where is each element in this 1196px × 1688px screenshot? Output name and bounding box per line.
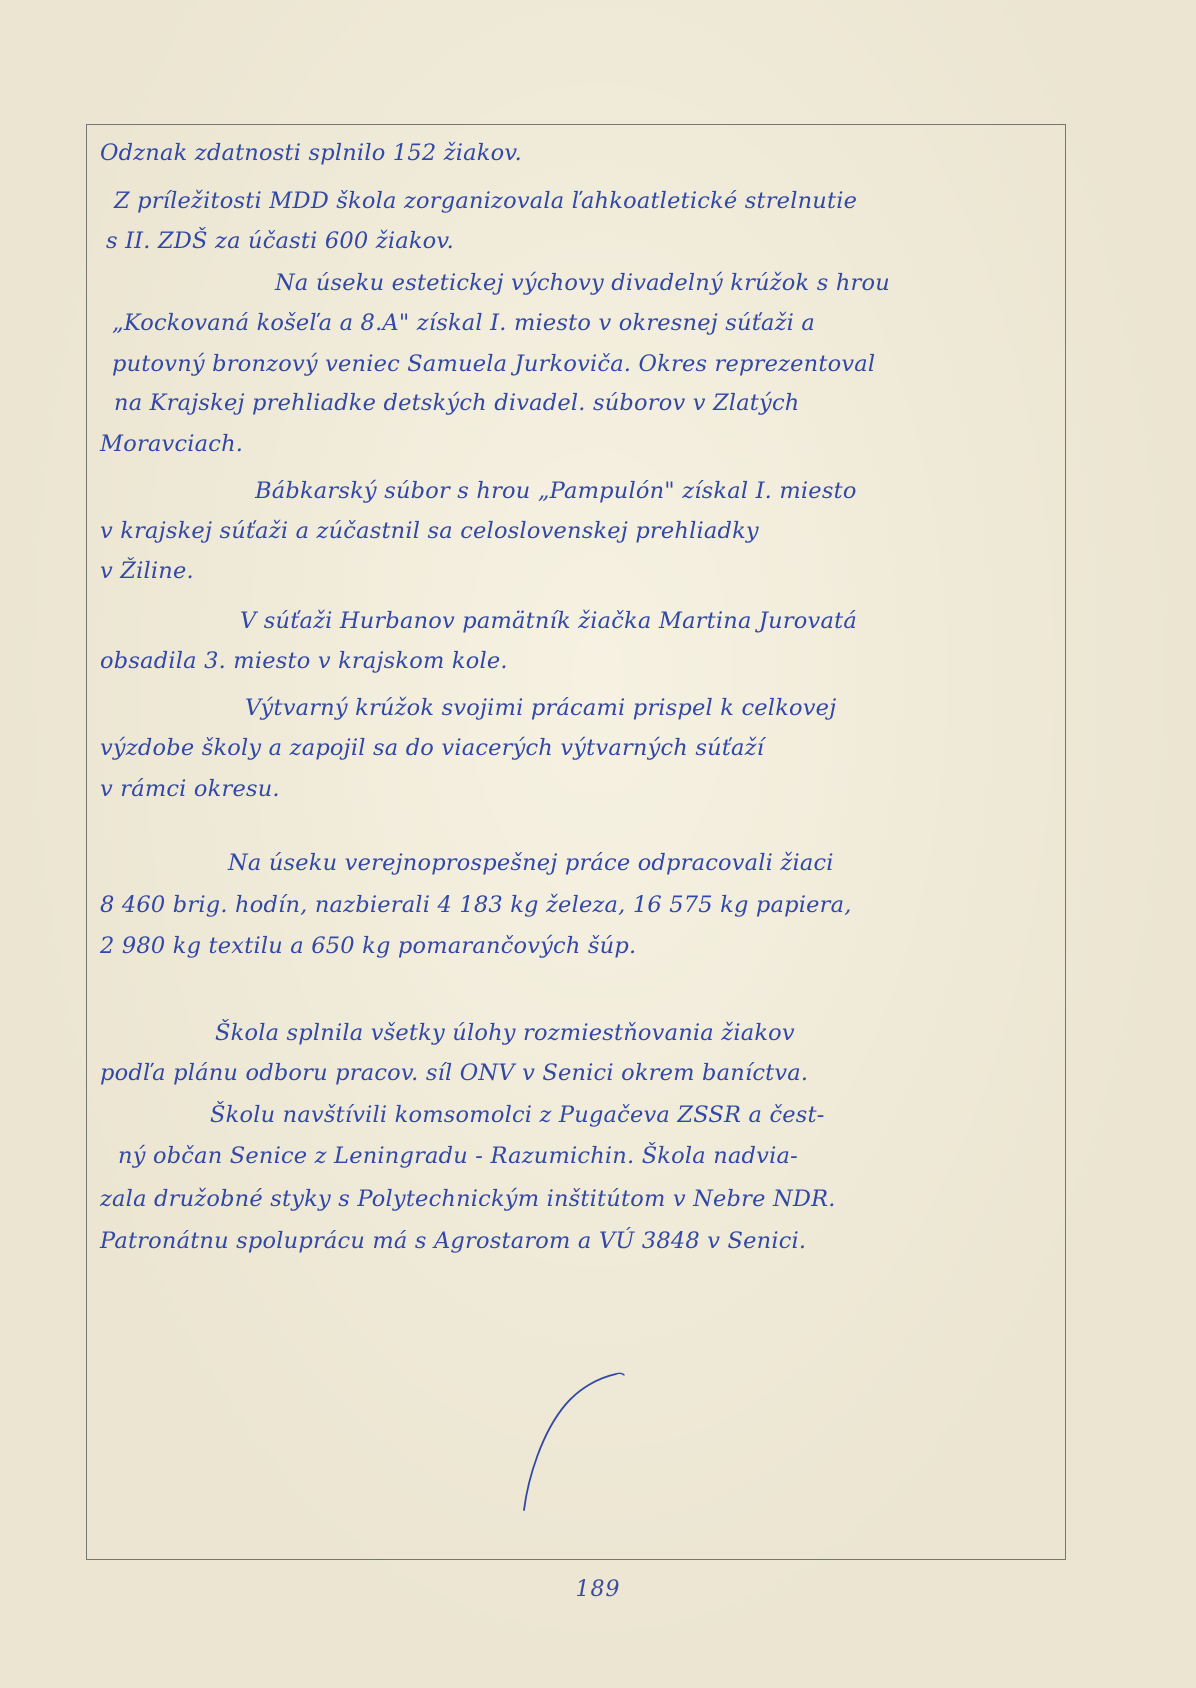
text-line: Na úseku verejnoprospešnej práce odpracovali žiaci <box>228 850 834 876</box>
text-line: Na úseku estetickej výchovy divadelný krúžok s hrou <box>275 270 890 296</box>
page-number: 189 <box>575 1577 621 1602</box>
text-line: Výtvarný krúžok svojimi prácami prispel k celkovej <box>245 695 837 721</box>
text-line: v rámci okresu. <box>100 776 280 802</box>
text-line: putovný bronzový veniec Samuela Jurkoviča. Okres reprezentoval <box>112 351 876 377</box>
text-line: ný občan Senice z Leningradu - Razumichin. Škola nadvia- <box>118 1143 798 1169</box>
text-line: podľa plánu odboru pracov. síl ONV v Senici okrem baníctva. <box>100 1060 809 1086</box>
text-line: V súťaži Hurbanov pamätník žiačka Martina Jurovatá <box>240 608 857 634</box>
text-line: „Kockovaná košeľa a 8.A" získal I. miesto v okresnej súťaži a <box>112 310 815 336</box>
text-line: na Krajskej prehliadke detských divadel. súborov v Zlatých <box>114 390 800 416</box>
text-line: obsadila 3. miesto v krajskom kole. <box>100 648 508 674</box>
text-line: s II. ZDŠ za účasti 600 žiakov. <box>106 228 455 254</box>
text-line: Moravciach. <box>100 431 244 457</box>
text-line: Školu navštívili komsomolci z Pugačeva ZSSR a čest- <box>210 1102 825 1128</box>
text-line: výzdobe školy a zapojil sa do viacerých výtvarných súťaží <box>100 735 765 761</box>
text-line: Bábkarský súbor s hrou „Pampulón" získal I. miesto <box>255 478 857 504</box>
text-line: Odznak zdatnosti splnilo 152 žiakov. <box>100 140 522 166</box>
text-line: 2 980 kg textilu a 650 kg pomarančových šúp. <box>100 933 637 959</box>
text-line: v Žiline. <box>100 558 194 584</box>
signature-flourish <box>500 1360 640 1520</box>
text-line: 8 460 brig. hodín, nazbierali 4 183 kg železa, 16 575 kg papiera, <box>100 892 852 918</box>
text-line: zala družobné styky s Polytechnickým inštitútom v Nebre NDR. <box>100 1186 836 1212</box>
text-line: Škola splnila všetky úlohy rozmiestňovania žiakov <box>215 1020 795 1046</box>
text-line: Patronátnu spoluprácu má s Agrostarom a VÚ 3848 v Senici. <box>100 1228 807 1254</box>
text-line: Z príležitosti MDD škola zorganizovala ľahkoatletické strelnutie <box>114 188 858 214</box>
text-line: v krajskej súťaži a zúčastnil sa celoslovenskej prehliadky <box>100 518 759 544</box>
